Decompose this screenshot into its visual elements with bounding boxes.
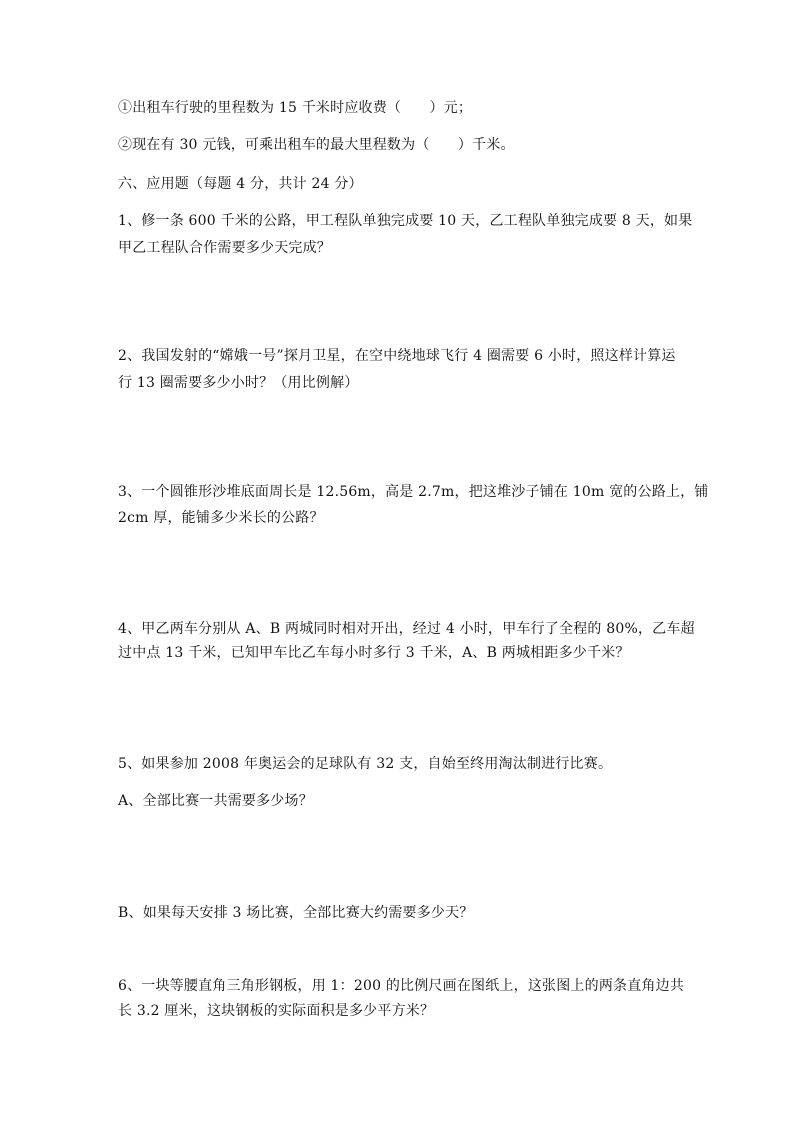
- problem-2-line-1: 2、我国发射的“嫦娥一号”探月卫星，在空中绕地球飞行 4 圈需要 6 小时，照这样计算运: [118, 348, 676, 364]
- fill-in-item-1: ①出租车行驶的里程数为 15 千米时应收费（ ）元；: [118, 100, 473, 116]
- problem-5-part-a: A、全部比赛一共需要多少场？: [118, 793, 313, 809]
- problem-2-line-2: 行 13 圈需要多少小时？（用比例解）: [118, 375, 359, 391]
- problem-5-part-b: B、如果每天安排 3 场比赛，全部比赛大约需要多少天？: [118, 905, 474, 921]
- problem-4-line-2: 过中点 13 千米，已知甲车比乙车每小时多行 3 千米，A、B 两城相距多少千米？: [118, 645, 630, 661]
- problem-1-line-2: 甲乙工程队合作需要多少天完成？: [118, 240, 331, 256]
- problem-6-line-2: 长 3.2 厘米，这块钢板的实际面积是多少平方米？: [118, 1003, 435, 1019]
- problem-3-line-1: 3、一个圆锥形沙堆底面周长是 12.56m，高是 2.7m，把这堆沙子铺在 10m 宽的公路上，铺: [118, 484, 709, 500]
- problem-5-intro: 5、如果参加 2008 年奥运会的足球队有 32 支，自始至终用淘汰制进行比赛。: [118, 756, 613, 772]
- fill-in-item-2: ②现在有 30 元钱，可乘出租车的最大里程数为（ ）千米。: [118, 137, 515, 153]
- problem-6-line-1: 6、一块等腰直角三角形钢板，用 1：200 的比例尺画在图纸上，这张图上的两条直角边共: [118, 978, 685, 994]
- section-title: 六、应用题（每题 4 分，共计 24 分）: [118, 176, 363, 192]
- problem-1-line-1: 1、修一条 600 千米的公路，甲工程队单独完成要 10 天，乙工程队单独完成要 8 天，如果: [118, 213, 693, 229]
- problem-4-line-1: 4、甲乙两车分别从 A、B 两城同时相对开出，经过 4 小时，甲车行了全程的 80%，乙车超: [118, 621, 695, 637]
- problem-3-line-2: 2cm 厚，能铺多少米长的公路？: [118, 510, 324, 526]
